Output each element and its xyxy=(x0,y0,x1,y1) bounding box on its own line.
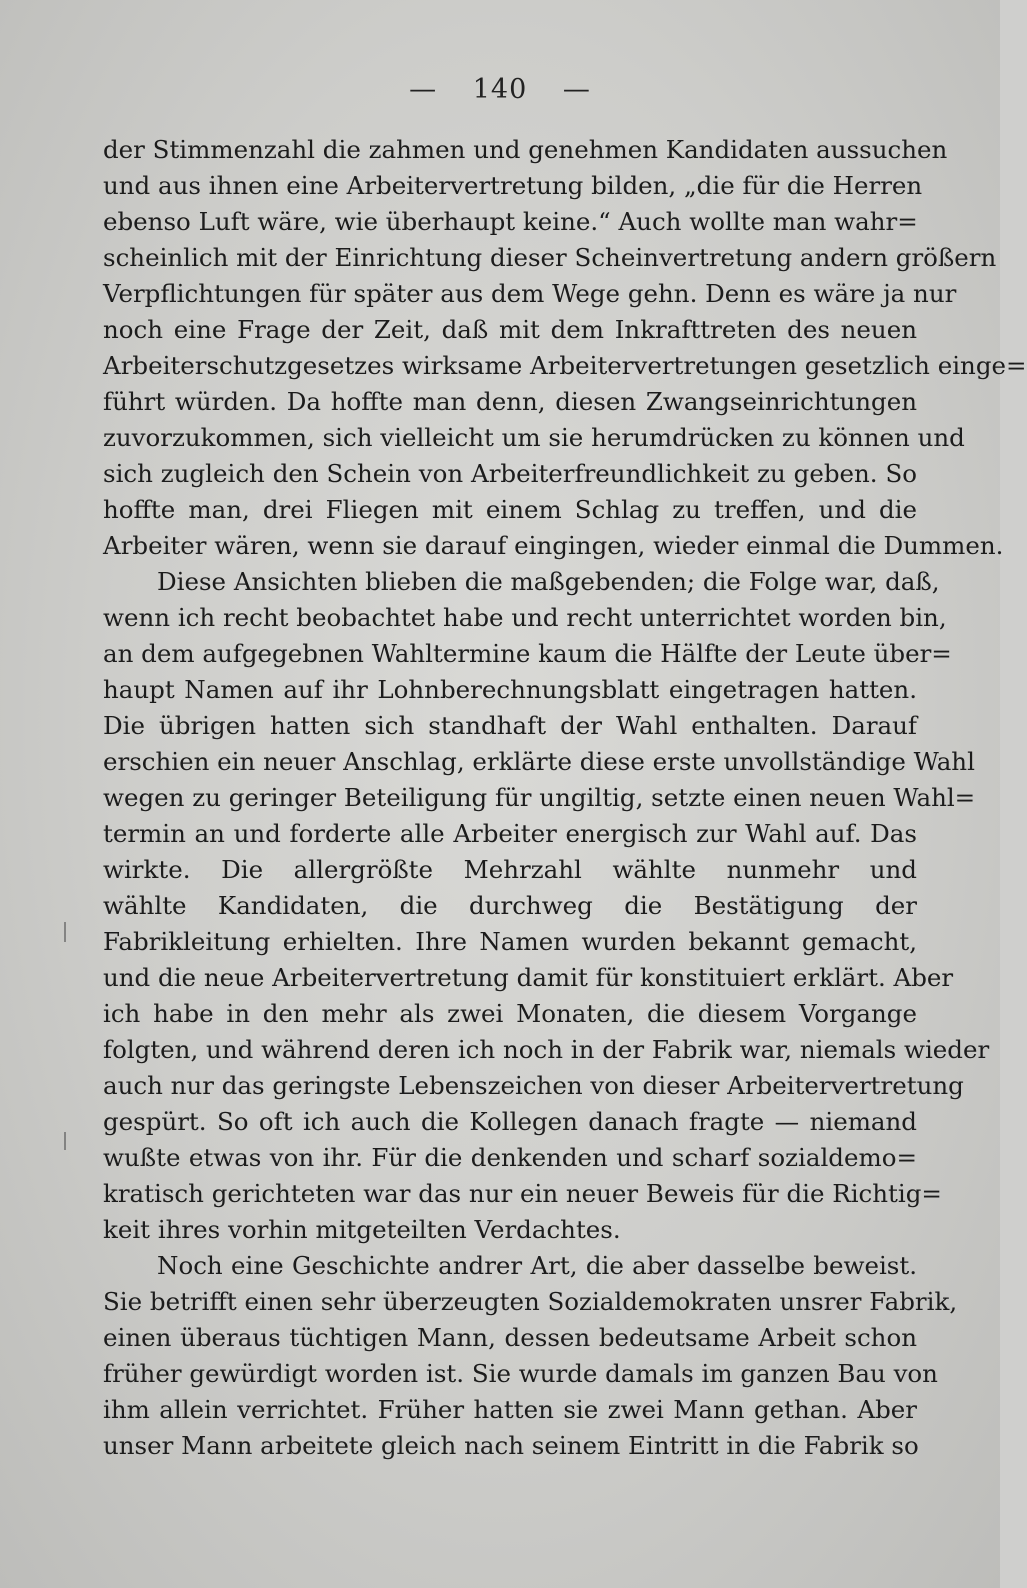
header-dash-left: — xyxy=(409,74,438,105)
text-line: kratisch gerichteten war das nur ein neuer Beweis für die Richtig= xyxy=(103,1179,942,1208)
text-line: wegen zu geringer Beteiligung für ungiltig, setzte einen neuen Wahl= xyxy=(103,783,976,812)
text-line: keit ihres vorhin mitgeteilten Verdachtes. xyxy=(103,1215,621,1244)
text-line: Verpflichtungen für später aus dem Wege gehn. Denn es wäre ja nur xyxy=(103,279,957,308)
text-line: haupt Namen auf ihr Lohnberechnungsblatt eingetragen hatten. xyxy=(103,675,917,704)
text-line: erschien ein neuer Anschlag, erklärte diese erste unvollständige Wahl xyxy=(103,747,975,776)
text-line: einen überaus tüchtigen Mann, dessen bedeutsame Arbeit schon xyxy=(103,1323,917,1352)
header-dash-right: — xyxy=(562,74,591,105)
text-line: an dem aufgegebnen Wahltermine kaum die Hälfte der Leute über= xyxy=(103,639,952,668)
paragraph xyxy=(103,132,1027,564)
margin-mark xyxy=(64,1132,66,1150)
text-line: hoffte man, drei Fliegen mit einem Schlag zu treffen, und die xyxy=(103,495,917,524)
text-line: Noch eine Geschichte andrer Art, die aber dasselbe beweist. xyxy=(157,1251,917,1280)
text-line: ebenso Luft wäre, wie überhaupt keine.“ Auch wollte man wahr= xyxy=(103,207,918,236)
text-line: scheinlich mit der Einrichtung dieser Scheinvertretung andern größern xyxy=(103,243,997,272)
text-line: Arbeiter wären, wenn sie darauf eingingen, wieder einmal die Dummen. xyxy=(103,531,1004,560)
text-line: Sie betrifft einen sehr überzeugten Sozialdemokraten unsrer Fabrik, xyxy=(103,1287,958,1316)
text-line: zuvorzukommen, sich vielleicht um sie herumdrücken zu können und xyxy=(103,423,965,452)
text-line: termin an und forderte alle Arbeiter energisch zur Wahl auf. Das xyxy=(103,819,917,848)
text-line: sich zugleich den Schein von Arbeiterfreundlichkeit zu geben. So xyxy=(103,459,917,488)
text-line: Die übrigen hatten sich standhaft der Wahl enthalten. Darauf xyxy=(103,711,917,740)
margin-mark xyxy=(64,922,66,942)
text-line: Diese Ansichten blieben die maßgebenden; die Folge war, daß, xyxy=(157,567,940,596)
page-header xyxy=(0,74,1000,105)
text-line: folgten, und während deren ich noch in der Fabrik war, niemals wieder xyxy=(103,1035,990,1064)
text-line: und die neue Arbeitervertretung damit für konstituiert erklärt. Aber xyxy=(103,963,954,992)
text-line: Fabrikleitung erhielten. Ihre Namen wurden bekannt gemacht, xyxy=(103,927,917,956)
text-line: früher gewürdigt worden ist. Sie wurde damals im ganzen Bau von xyxy=(103,1359,938,1388)
text-line: auch nur das geringste Lebenszeichen von dieser Arbeitervertretung xyxy=(103,1071,964,1100)
text-line: Arbeiterschutzgesetzes wirksame Arbeitervertretungen gesetzlich einge= xyxy=(103,351,1027,380)
text-line: wählte Kandidaten, die durchweg die Bestätigung der xyxy=(103,891,917,920)
text-line: der Stimmenzahl die zahmen und genehmen Kandidaten aussuchen xyxy=(103,135,948,164)
text-line: wußte etwas von ihr. Für die denkenden und scharf sozialdemo= xyxy=(103,1143,917,1172)
paragraph xyxy=(103,564,990,1248)
text-line: unser Mann arbeitete gleich nach seinem Eintritt in die Fabrik so xyxy=(103,1431,919,1460)
text-line: noch eine Frage der Zeit, daß mit dem Inkrafttreten des neuen xyxy=(103,315,917,344)
text-line: und aus ihnen eine Arbeitervertretung bilden, „die für die Herren xyxy=(103,171,923,200)
text-line: führt würden. Da hoffte man denn, diesen Zwangseinrichtungen xyxy=(103,387,917,416)
text-line: ihm allein verrichtet. Früher hatten sie zwei Mann gethan. Aber xyxy=(103,1395,917,1424)
page-number: 140 xyxy=(472,74,528,105)
text-line: wenn ich recht beobachtet habe und recht unterrichtet worden bin, xyxy=(103,603,947,632)
body-text xyxy=(103,132,1027,1464)
text-line: ich habe in den mehr als zwei Monaten, die diesem Vorgange xyxy=(103,999,917,1028)
text-line: gespürt. So oft ich auch die Kollegen danach fragte — niemand xyxy=(103,1107,917,1136)
paragraph xyxy=(103,1248,958,1464)
text-line: wirkte. Die allergrößte Mehrzahl wählte nunmehr und xyxy=(103,855,917,884)
